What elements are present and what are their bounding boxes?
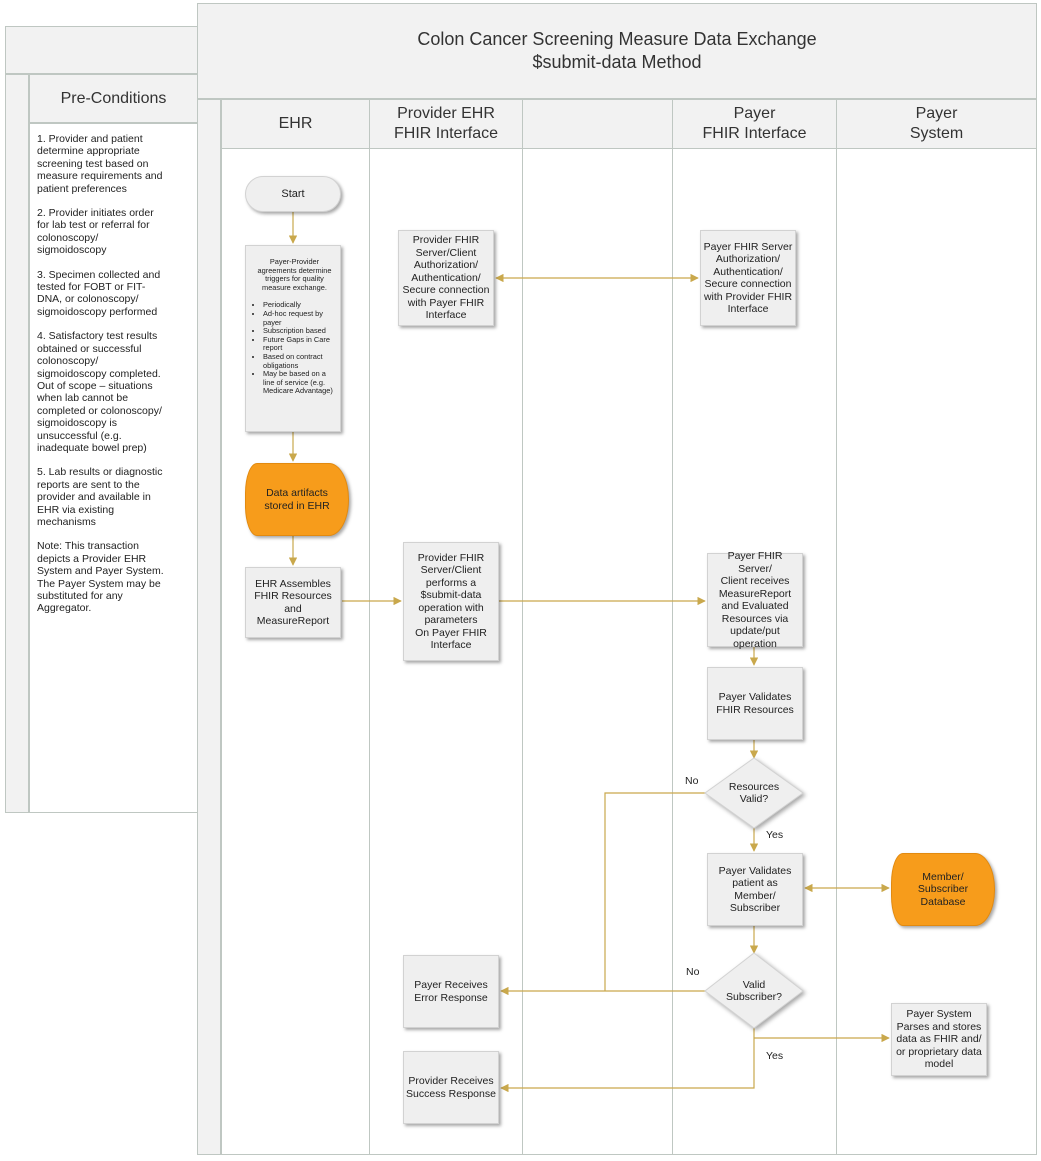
precondition-item: 4. Satisfactory test results obtained or successful colonoscopy/ sigmoidoscopy completed. Out of scope – situations when lab cannot be completed or colonoscopy/ sigmoidoscopy is unsuccessful (e.g. inadequate bowel prep) bbox=[37, 330, 162, 454]
precondition-note: Note: This transaction depicts a Provider EHR System and Payer System. The Payer System may be substituted for any Aggregator. bbox=[37, 540, 164, 615]
arrow-resources-invalid bbox=[605, 793, 707, 991]
agreement-bullet: • Subscription based bbox=[263, 327, 335, 336]
payer-error-box: Payer Receives Error Response bbox=[403, 955, 499, 1028]
lane-header-provider-fhir: Provider EHR FHIR Interface bbox=[369, 99, 523, 149]
preconditions-heading: Pre-Conditions bbox=[29, 74, 198, 123]
member-subscriber-database: Member/ Subscriber Database bbox=[891, 853, 995, 926]
precondition-item: 2. Provider initiates order for lab test or referral for colonoscopy/ sigmoidoscopy bbox=[37, 207, 154, 257]
edge-label-yes: Yes bbox=[766, 829, 784, 841]
payer-validates-patient-box: Payer Validates patient as Member/ Subscriber bbox=[707, 853, 803, 926]
start-node: Start bbox=[245, 176, 341, 212]
lane-header-payer-fhir: Payer FHIR Interface bbox=[672, 99, 837, 149]
diagram-subtitle: $submit-data Method bbox=[532, 52, 702, 72]
payer-validates-resources-box: Payer Validates FHIR Resources bbox=[707, 667, 803, 740]
lane-header-ehr: EHR bbox=[221, 99, 370, 149]
edge-label-no: No bbox=[685, 775, 699, 787]
precondition-item: 1. Provider and patient determine appropriate screening test based on measure requirements and patient preferences bbox=[37, 133, 163, 195]
lane-header-payer-system: Payer System bbox=[836, 99, 1037, 149]
provider-success-box: Provider Receives Success Response bbox=[403, 1051, 499, 1124]
edge-label-no: No bbox=[686, 966, 700, 978]
agreement-bullet: • Based on contract obligations bbox=[263, 353, 335, 370]
valid-subscriber-label: Valid Subscriber? bbox=[725, 978, 783, 1003]
agreement-bullet: • Ad-hoc request by payer bbox=[263, 310, 335, 327]
precondition-item: 3. Specimen collected and tested for FOBT or FIT-DNA, or colonoscopy/ sigmoidoscopy performed bbox=[37, 268, 161, 318]
arrow-subscriber-valid-success bbox=[501, 1028, 754, 1088]
data-artifacts-database: Data artifacts stored in EHR bbox=[245, 463, 349, 536]
agreements-bullets bbox=[254, 301, 335, 396]
payer-parses-box: Payer System Parses and stores data as FHIR and/ or proprietary data model bbox=[891, 1003, 987, 1076]
agreement-bullet: • Periodically bbox=[263, 301, 335, 310]
payer-auth-box: Payer FHIR Server Authorization/ Authentication/ Secure connection with Provider FHIR Interface bbox=[700, 230, 796, 326]
ehr-assembles-box: EHR Assembles FHIR Resources and MeasureReport bbox=[245, 567, 341, 638]
agreements-box bbox=[245, 245, 341, 432]
provider-auth-box: Provider FHIR Server/Client Authorization/ Authentication/ Secure connection with Payer FHIR Interface bbox=[398, 230, 494, 326]
resources-valid-label: Resources Valid? bbox=[728, 780, 780, 805]
provider-submit-box: Provider FHIR Server/Client performs a $submit-data operation with parameters On Payer FHIR Interface bbox=[403, 542, 499, 661]
diagram-title: Colon Cancer Screening Measure Data Exchange bbox=[417, 29, 817, 49]
precondition-item: 5. Lab results or diagnostic reports are sent to the provider and available in EHR via existing mechanisms bbox=[37, 466, 163, 528]
payer-receives-box: Payer FHIR Server/ Client receives MeasureReport and Evaluated Resources via update/put operation bbox=[707, 553, 803, 647]
agreement-bullet: • May be based on a line of service (e.g. Medicare Advantage) bbox=[263, 370, 335, 396]
edge-label-yes: Yes bbox=[766, 1050, 784, 1062]
agreement-bullet: • Future Gaps in Care report bbox=[263, 336, 335, 353]
agreements-intro: Payer-Provider agreements determine triggers for quality measure exchange. bbox=[257, 257, 332, 292]
